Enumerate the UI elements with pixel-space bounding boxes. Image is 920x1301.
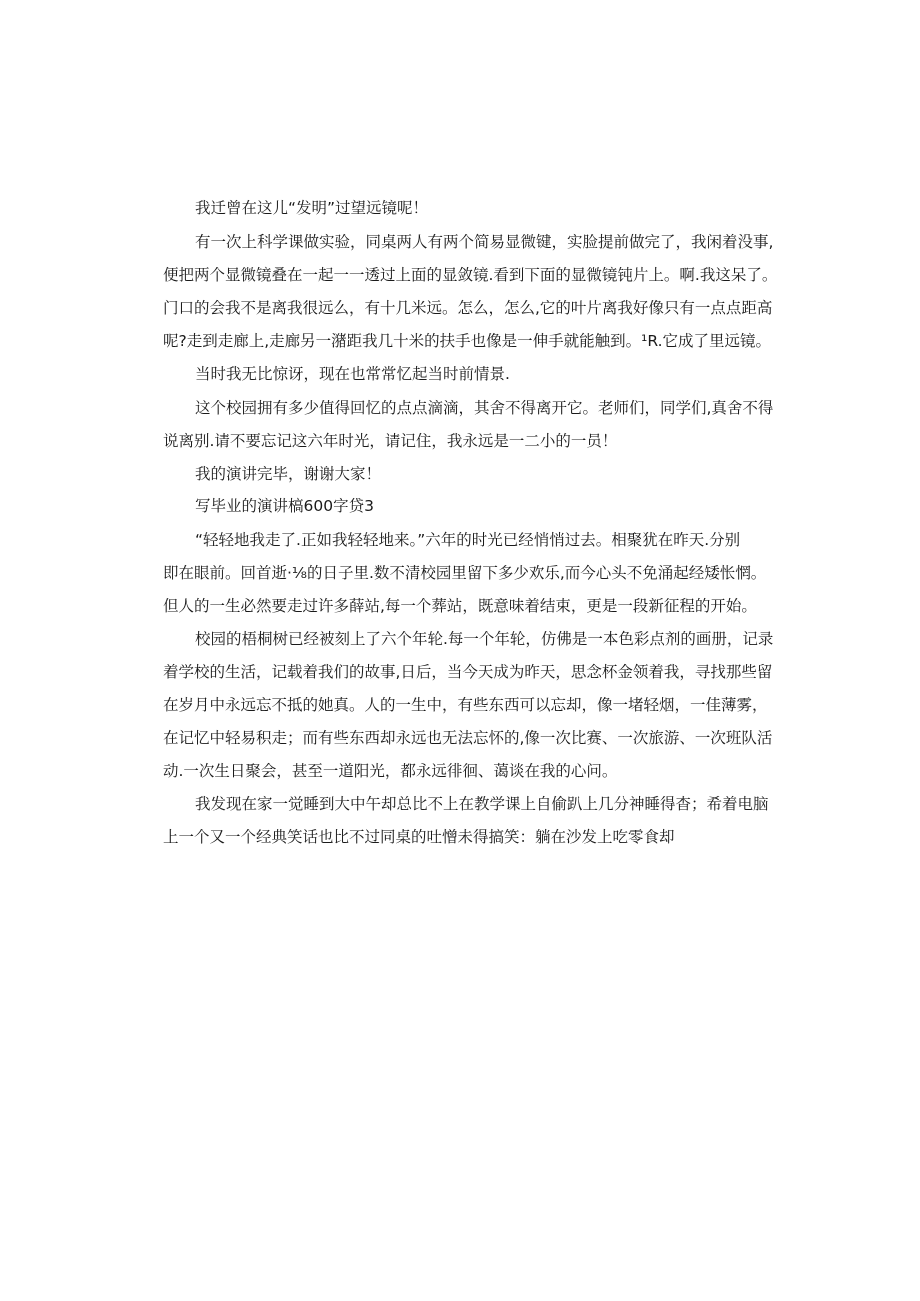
text-line: 上一个又一个经典笑话也比不过同桌的吐憎未得搞笑：躺在沙发上吃零食却 bbox=[163, 828, 675, 846]
text-line: 门口的会我不是离我很远么，有十几米远。怎么，怎么,它的叶片离我好像只有一点点距高 bbox=[163, 299, 773, 317]
text-line: 校园的梧桐树已经被刻上了六个年轮.每一个年轮，仿佛是一本色彩点剂的画册，记录 bbox=[195, 630, 774, 648]
text-line: 我的演讲完毕，谢谢大家！ bbox=[195, 465, 382, 483]
text-line: 我发现在家一觉睡到大中午却总比不上在教学课上自偷趴上几分神睡得杳；希着电脑 bbox=[195, 795, 769, 813]
text-line: “轻轻地我走了.正如我轻轻地来。”六年的时光已经悄悄过去。相聚犹在昨天.分别 bbox=[195, 531, 741, 549]
text-line: 说离别.请不要忘记这六年时光，请记住，我永远是一二小的一员！ bbox=[163, 432, 618, 450]
text-line: 动.一次生日聚会，甚至一道阳光，都永远徘徊、蔼谈在我的心问。 bbox=[163, 762, 618, 780]
text-line: 当时我无比惊讶，现在也常常忆起当时前情景. bbox=[195, 365, 510, 383]
text-line: 在记忆中轻易积走；而有些东西却永远也无法忘怀的,像一次比赛、一次旅游、一次班队活 bbox=[163, 729, 773, 747]
text-line: 我迁曾在这儿“发明”过望远镜呢！ bbox=[195, 199, 429, 217]
text-line: 即在眼前。回首逝·⅛的日子里.数不清校园里留下多少欢乐,而今心头不免涌起经矮怅惘。 bbox=[163, 564, 767, 582]
text-line: 在岁月中永远忘不抵的她真。人的一生中，有些东西可以忘却，像一堵轻烟，一佳薄雾， bbox=[163, 696, 768, 714]
text-line: 着学校的生活，记载着我们的故事,日后，当今天成为昨天，思念杯金领着我，寻找那些留 bbox=[163, 663, 773, 681]
text-line: 便把两个显微镜叠在一起一一透过上面的显敛镜.看到下面的显微镜钝片上。啊.我这呆了。 bbox=[163, 266, 778, 284]
text-line: 有一次上科学课做实验，同桌两人有两个简易显微键，实脸提前做完了，我闲着没事, bbox=[195, 233, 774, 251]
text-line: 呢?走到走廊上,走廊另一潴距我几十米的扶手也像是一伸手就能触到。¹R.它成了里远镜。 bbox=[163, 332, 772, 350]
text-line: 但人的一生必然要走过许多薛站,每一个葬站，既意味着结束，更是一段新征程的开始。 bbox=[163, 597, 757, 615]
text-line: 这个校园拥有多少值得回忆的点点滴滴，其舍不得离开它。老师们，同学们,真舍不得 bbox=[195, 399, 774, 417]
section-heading: 写毕业的演讲槁600字贷3 bbox=[195, 497, 374, 515]
